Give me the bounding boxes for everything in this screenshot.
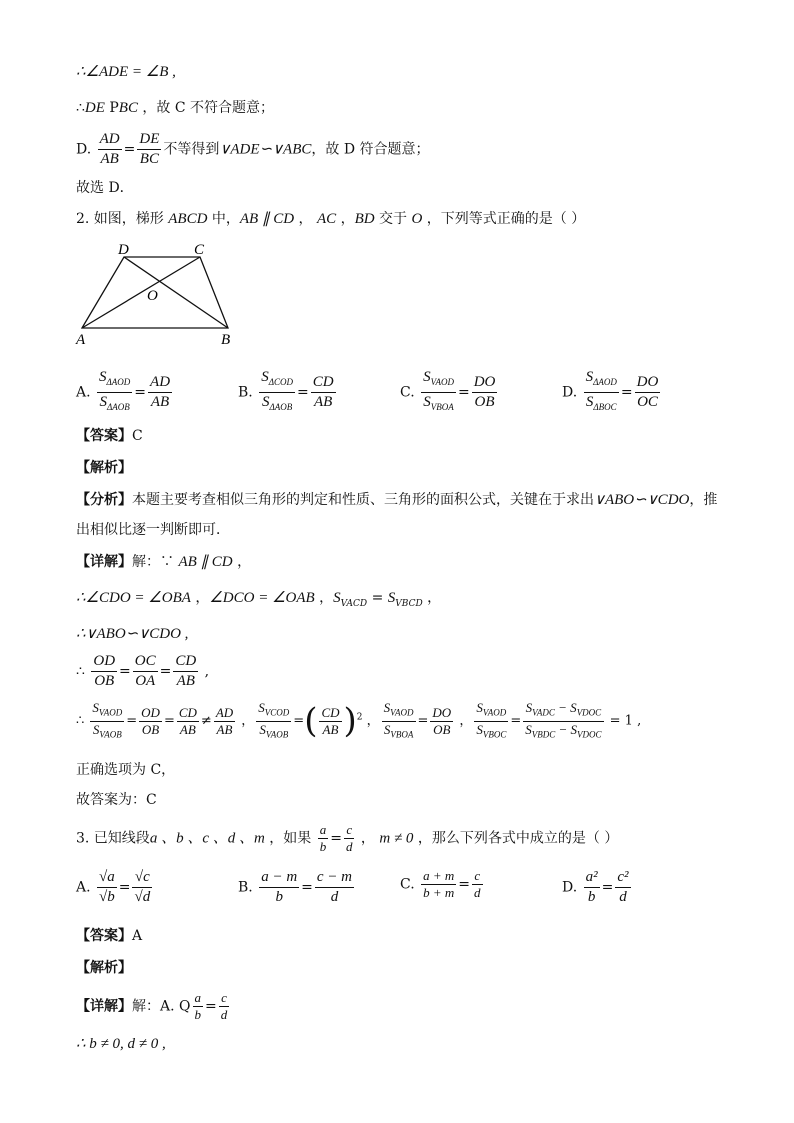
sub: ΔAOD: [593, 377, 617, 387]
q3-vars: a 、b 、c 、d 、m: [149, 830, 265, 847]
s: S: [92, 721, 100, 737]
num: AD: [98, 130, 122, 150]
step-text: ∴∠CDO = ∠OBA: [76, 590, 191, 606]
sub: VBOC: [482, 729, 507, 740]
frac: [132, 868, 152, 907]
den: b + m: [423, 885, 455, 900]
q2-step2: [76, 624, 188, 644]
num: OD: [141, 704, 160, 720]
frac: [139, 705, 162, 738]
num: [523, 700, 603, 722]
num: √c: [132, 868, 152, 888]
den: d: [220, 1007, 228, 1022]
eq: =: [367, 590, 388, 606]
q2-stem-part: ，下列等式正确的是（ ）: [422, 211, 586, 227]
sub: VAOB: [99, 729, 122, 740]
q2-stem-part: ，: [294, 211, 317, 227]
q3-stem-part: ，那么下列各式中成立的是（ ）: [413, 830, 619, 847]
sub: VCOD: [264, 707, 290, 718]
paren-left: (: [304, 701, 318, 742]
q3-last: [76, 1034, 166, 1054]
option-label: C.: [400, 384, 415, 401]
sub: VAOD: [98, 707, 123, 718]
step-text: ，: [314, 590, 334, 606]
den: OB: [474, 394, 495, 410]
area-sub: VBCD: [395, 598, 423, 609]
s: S: [92, 700, 99, 715]
paren-right: ): [343, 701, 357, 742]
den: AB: [179, 721, 196, 737]
sim-ade-abc: ∨ADE∽∨ABC: [219, 141, 312, 158]
q2-detail: [76, 552, 251, 572]
option-label: C.: [400, 876, 415, 893]
den: b: [275, 889, 283, 905]
den: AB: [322, 721, 339, 737]
den: b: [319, 839, 327, 854]
s: S: [525, 700, 533, 715]
q2-stem-part: 中，: [207, 211, 240, 227]
den: [584, 393, 619, 417]
answer-value: C: [132, 428, 143, 444]
num: a: [194, 990, 201, 1005]
q2-option-d: D. $\frac{S_{\Delta AOD}}{S_{\Delta BOC}}$ = $\frac{DO}{OC}$: [562, 368, 662, 417]
s: S: [476, 700, 483, 715]
comma: ，: [455, 713, 473, 729]
q3-option-c: C. $\frac{a + m}{b + m}$ = $\frac{c}{d}$: [400, 868, 481, 900]
sub: VBOA: [430, 402, 454, 412]
frac: [256, 700, 291, 742]
frac-ratio: [311, 373, 336, 412]
den: AB: [100, 151, 119, 167]
sub: ΔBOC: [593, 402, 617, 412]
frac: [90, 700, 124, 742]
vertex-label-o: O: [147, 288, 158, 304]
s: S: [261, 369, 269, 385]
text-not-fit-c: ，故 C 不符合题意；: [137, 100, 275, 116]
q3-option-b: B. $\frac{a - m}{b}$ = $\frac{c - m}{d}$: [238, 869, 353, 905]
q3-stem-part: 3. 已知线段: [76, 830, 150, 847]
answer-label: 【答案】: [76, 428, 132, 444]
q2-ac: AC: [316, 211, 337, 227]
option-label: B.: [238, 384, 253, 401]
num: DO: [432, 704, 452, 720]
therefore-symbol: ∴: [76, 100, 85, 116]
num: [256, 700, 291, 722]
analysis-label: 【解析】: [76, 960, 132, 976]
q3-answer: [76, 926, 142, 946]
square: 2: [356, 712, 363, 723]
q2-analysis: [76, 458, 132, 478]
num: DO: [635, 373, 661, 393]
q3-stem-part: ，: [356, 830, 380, 847]
num: √a: [97, 868, 117, 888]
q2-ab-par-cd: AB ∥ CD: [239, 211, 295, 227]
option-label: D.: [562, 879, 578, 896]
vertex-label-d: D: [118, 242, 129, 258]
sub: VBDC: [531, 729, 556, 740]
num: CD: [321, 704, 340, 720]
label-d: D.: [76, 141, 92, 158]
frac-ratio: [472, 373, 498, 412]
q2-step3: ∴ $\frac{OD}{OB}$ = $\frac{OC}{OA}$ = $\frac{CD}{AB}$ ,: [76, 653, 210, 689]
den: OA: [135, 673, 156, 689]
step-text: ∠DCO = ∠OAB: [209, 590, 315, 606]
sub: VAOD: [430, 377, 454, 387]
frac: [421, 868, 456, 901]
den: [259, 393, 295, 417]
sub: VAOB: [265, 729, 289, 740]
s: S: [525, 721, 532, 737]
den: AB: [176, 673, 195, 689]
frac-de-bc: [137, 130, 161, 169]
frac: [214, 705, 235, 738]
line-angle-ade: [76, 62, 176, 82]
frac: [584, 868, 600, 907]
q2-stem-part: 2. 如图，梯形: [76, 211, 169, 227]
therefore-symbol: ∴: [76, 713, 85, 729]
q3-detail: 【详解】解：A. Q $\frac{a}{b}$ = $\frac{c}{d}$: [76, 990, 228, 1022]
s: S: [423, 369, 431, 385]
num: DE: [137, 130, 161, 150]
num: c: [472, 868, 483, 885]
q2-stem: [76, 209, 585, 229]
sub: VDOC: [577, 729, 602, 740]
den: [474, 722, 508, 743]
correct-text: 正确选项为 C，: [76, 762, 176, 778]
step-text: ,: [200, 663, 210, 680]
option-label: D.: [562, 384, 578, 401]
num: a²: [584, 868, 600, 888]
step-text: ∴∨ABO∽∨CDO ,: [76, 626, 189, 642]
frac: [315, 868, 354, 907]
fenxi-text: 本题主要考查相似三角形的判定和性质、三角形的面积公式，关键在于求出: [132, 492, 594, 508]
s: S: [99, 369, 107, 385]
num: AD: [215, 704, 234, 720]
sub: ΔAOD: [106, 377, 131, 387]
answer-value: A: [132, 928, 143, 944]
q2-step1: [76, 588, 441, 614]
fenxi-label: 【分析】: [76, 492, 132, 508]
num: [421, 368, 456, 393]
s: S: [383, 700, 391, 715]
fenxi-sim: ∨ABO∽∨CDO: [594, 492, 690, 508]
seg-bc: BC: [118, 100, 138, 116]
sub: VDOC: [576, 707, 602, 718]
diagonal-bd: [124, 257, 228, 328]
frac-area: [259, 368, 295, 417]
frac: [173, 652, 198, 691]
minus: − S: [554, 700, 577, 715]
num: OC: [133, 652, 158, 672]
q3-analysis: [76, 958, 132, 978]
frac: [472, 868, 483, 901]
q2-bd: BD: [354, 211, 375, 227]
frac: [133, 652, 158, 691]
q2-answer: [76, 426, 143, 446]
frac-area: [421, 368, 456, 417]
den: d: [619, 889, 627, 905]
detail-text: ，: [232, 554, 252, 570]
frac-ad-ab: [98, 130, 122, 169]
q2-fenxi-cont: [76, 520, 230, 540]
s: S: [585, 369, 594, 385]
therefore-symbol: ∴: [76, 663, 85, 680]
s: S: [261, 394, 270, 410]
num: [474, 700, 508, 722]
frac: [382, 700, 416, 742]
den: [523, 722, 603, 743]
den: b: [194, 1007, 201, 1022]
s: S: [259, 721, 266, 737]
q2-stem-part: 交于: [374, 211, 412, 227]
num: [382, 700, 416, 722]
detail-label: 【详解】: [76, 998, 132, 1015]
frac: [219, 990, 230, 1023]
num: DO: [472, 373, 498, 393]
not-equal: ≠: [200, 713, 212, 729]
q3-stem-part: ，如果: [264, 830, 316, 847]
sub: VADC: [532, 707, 555, 718]
num: a − m: [259, 868, 299, 888]
num: CD: [311, 373, 336, 393]
den: √d: [134, 889, 151, 905]
num: OD: [91, 652, 117, 672]
frac: [97, 868, 117, 907]
frac-area: [584, 368, 619, 417]
sub: VAOD: [390, 707, 414, 718]
frac: [177, 705, 199, 738]
seg-de: DE: [84, 100, 105, 116]
q2-o: O: [411, 211, 423, 227]
den: d: [474, 885, 481, 900]
q2-stem-part: ，: [336, 211, 355, 227]
s: S: [423, 394, 431, 410]
q2-correct: [76, 760, 175, 780]
frac-ratio: [635, 373, 661, 412]
answer-label: 【答案】: [76, 928, 132, 944]
line-de-bc: [76, 98, 274, 118]
area-s: S: [333, 590, 341, 606]
den: AB: [150, 394, 170, 410]
frac: [319, 705, 341, 738]
option-label: A.: [76, 879, 91, 896]
q2-option-b: B. $\frac{S_{\Delta COD}}{S_{\Delta AOB}}$ = $\frac{CD}{AB}$: [238, 368, 338, 417]
num: [90, 700, 124, 722]
option-label: A.: [76, 384, 91, 401]
den: [382, 722, 416, 743]
sub: ΔAOB: [107, 402, 130, 412]
frac: [474, 700, 508, 742]
frac: [430, 705, 453, 738]
q2-fenxi: [76, 490, 717, 510]
text-choose-d: 故选 D．: [76, 180, 134, 196]
den: AB: [216, 721, 233, 737]
q3-m: m ≠ 0: [379, 830, 414, 847]
q2-step4: ∴ $\frac{S_{VAOD}}{S_{VAOB}}$ = $\frac{OD}{OB}$ = $\frac{CD}{AB}$ ≠ $\frac{AD}{AB}$ ， $\frac{S_{VCOD}}{S_{VAOB}}$ =( $\frac{CD}{AB}$ )$^2$ ， $\frac{S_{VAOD}}{S_{VBOA}}$ = $\frac{DO}{OB}$ ， $\frac{S_{VAOD}}{S_{VBOC}}$ = $\frac{S_{VADC} - S_{VDOC}}{S_{VBDC} - S_{VDOC}}$ = 1 ,: [76, 700, 642, 742]
frac: [344, 822, 355, 855]
num: a + m: [423, 868, 455, 883]
detail-text: 解：∵: [132, 554, 179, 570]
sub: VBOA: [390, 729, 414, 740]
fenxi-text: ，推: [689, 492, 718, 508]
den: [256, 722, 291, 743]
step-text: ，: [190, 590, 210, 606]
den: AB: [313, 394, 333, 410]
frac: [318, 822, 329, 855]
num: c − m: [315, 868, 354, 888]
step-text: = 1 ,: [605, 713, 642, 729]
den: [97, 393, 132, 417]
den: b: [587, 889, 596, 905]
den: OB: [141, 721, 160, 737]
line-option-d: D. $\frac{AD}{AB}$ = $\frac{DE}{BC}$ 不等得到∨ADE∽∨ABC，故 D 符合题意；: [76, 131, 430, 167]
vertex-label-c: C: [194, 242, 205, 258]
num: [97, 368, 132, 393]
minus: − S: [555, 721, 578, 737]
den: OC: [637, 394, 658, 410]
num: c: [219, 990, 230, 1007]
sub: ΔCOD: [268, 377, 293, 387]
parallel-symbol: P: [109, 100, 119, 116]
option-label: B.: [238, 879, 253, 896]
text-not-equal: 不等得到: [163, 141, 220, 158]
den: [421, 393, 456, 417]
q3-option-d: D. $\frac{\text{a²}}{b}$ = $\frac{\text{c²}}{d}$: [562, 869, 629, 905]
frac: [615, 868, 630, 907]
line-choose-d: [76, 178, 134, 198]
den: BC: [139, 151, 159, 167]
vertex-label-b: B: [221, 332, 231, 348]
trapezoid-figure: [70, 238, 250, 348]
comma: ，: [362, 713, 380, 729]
num: CD: [178, 704, 197, 720]
s: S: [99, 394, 108, 410]
s: S: [258, 700, 265, 715]
detail-text: 解：A. Q: [132, 998, 191, 1015]
num: AD: [148, 373, 172, 393]
den: OB: [433, 721, 451, 737]
num: c: [344, 822, 355, 839]
frac-area: [97, 368, 132, 417]
q2-option-a: A. $\frac{S_{\Delta AOD}}{S_{\Delta AOB}}$ = $\frac{AD}{AB}$: [76, 368, 174, 417]
den: [90, 722, 124, 743]
q2-final: [76, 790, 157, 810]
num: c²: [615, 868, 630, 888]
s: S: [476, 721, 483, 737]
num: a: [319, 822, 327, 837]
den: d: [330, 889, 339, 905]
last-text: ∴ b ≠ 0, d ≠ 0 ,: [76, 1036, 166, 1052]
text-fit-d: ，故 D 符合题意；: [311, 141, 430, 158]
q2-option-c: C. $\frac{S_{VAOD}}{S_{VBOA}}$ = $\frac{DO}{OB}$: [400, 368, 499, 417]
area-s: S: [387, 590, 396, 606]
frac-ratio: [148, 373, 172, 412]
s: S: [585, 394, 594, 410]
comma: ，: [237, 713, 255, 729]
detail-par: AB ∥ CD: [178, 554, 233, 570]
num: [584, 368, 619, 393]
s: S: [383, 721, 391, 737]
area-sub: VACD: [340, 598, 368, 609]
num: [259, 368, 295, 393]
detail-label: 【详解】: [76, 554, 132, 570]
den: OB: [94, 673, 115, 689]
den: √b: [99, 889, 115, 905]
vertex-label-a: A: [76, 332, 86, 348]
sub: VAOD: [482, 707, 507, 718]
diagonal-ac: [82, 257, 200, 328]
fenxi-text: 出相似比逐一判断即可．: [76, 522, 230, 538]
num: CD: [173, 652, 198, 672]
step-text: ，: [422, 590, 442, 606]
final-text: 故答案为：C: [76, 792, 157, 808]
analysis-label: 【解析】: [76, 460, 132, 476]
den: d: [345, 839, 353, 854]
frac: [259, 868, 299, 907]
q3-stem: 3. 已知线段a 、b 、c 、d 、m ，如果 $\frac{a}{b}$ = $\frac{c}{d}$ ， m ≠ 0 ，那么下列各式中成立的是（ ）: [76, 822, 619, 854]
frac: [523, 700, 603, 742]
frac: [91, 652, 117, 691]
text-angle-ade: ∴∠ADE = ∠B ,: [76, 64, 176, 80]
sub: ΔAOB: [269, 402, 293, 412]
q3-option-a: A. $\frac{√a}{√b}$ = $\frac{√c}{√d}$: [76, 869, 151, 905]
frac: [193, 990, 204, 1023]
q2-abcd: ABCD: [168, 211, 208, 227]
